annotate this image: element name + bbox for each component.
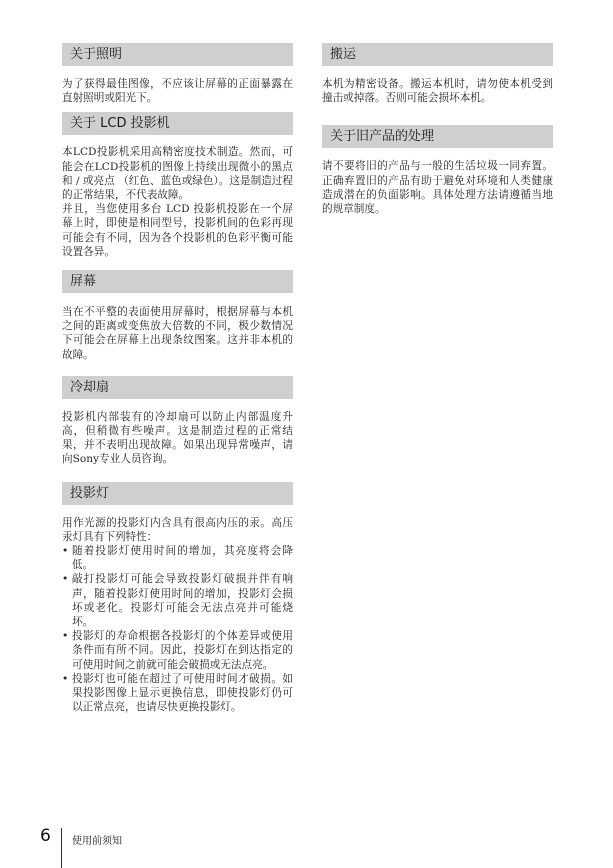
- disposal-heading: 关于旧产品的处理: [322, 125, 553, 148]
- lcd-heading: 关于 LCD 投影机: [62, 112, 293, 135]
- list-item: [62, 672, 293, 715]
- list-item-text: 投影灯的寿命根据各投影灯的个体差异或使用条件而有所不同。因此，投影灯在到达指定的可使用时间之前就可能会破损或无法点亮。: [72, 630, 293, 671]
- transport-heading: 搬运: [322, 43, 553, 66]
- lamp-bullet-list: [62, 544, 293, 714]
- page-number: 6: [40, 826, 51, 846]
- transport-text: 本机为精密设备。搬运本机时，请勿使本机受到撞击或掉落。否则可能会损坏本机。: [322, 78, 553, 105]
- right-column: [322, 43, 553, 216]
- fan-heading: 冷却扇: [62, 376, 293, 399]
- screen-text: 当在不平整的表面使用屏幕时，根据屏幕与本机之间的距离或变焦放大倍数的不同，极少数情况下可能会在屏幕上出现条纹图案。这并非本机的故障。: [62, 306, 293, 361]
- bullet-icon: •: [62, 545, 69, 558]
- lcd-text-2: 并且，当您使用多台 LCD 投影机投影在一个屏幕上时，即使是相同型号，投影机间的色彩再现可能会有不同，因为各个投影机的色彩平衡可能设置各异。: [62, 203, 293, 258]
- lighting-heading: 关于照明: [62, 43, 293, 66]
- footer-divider: [61, 828, 62, 868]
- disposal-text: 请不要将旧的产品与一般的生活垃圾一同弃置。正确弃置旧的产品有助于避免对环境和人类健康造成潜在的负面影响。具体处理方法请遵循当地的规章制度。: [322, 160, 553, 216]
- bullet-icon: •: [62, 630, 69, 643]
- fan-text: 投影机内部装有的冷却扇可以防止内部温度升高，但稍微有些噪声。这是制造过程的正常结果，并不表明出现故障。如果出现异常噪声，请向Sony专业人员咨询。: [62, 410, 293, 466]
- screen-heading: 屏幕: [62, 270, 293, 293]
- list-item: [62, 629, 293, 672]
- list-item-text: 投影灯也可能在超过了可使用时间才破损。如果投影图像上显示更换信息，即使投影灯仍可以正常点亮，也请尽快更换投影灯。: [72, 672, 293, 714]
- bullet-icon: •: [62, 573, 69, 586]
- list-item: [62, 544, 293, 572]
- bullet-icon: •: [62, 672, 69, 685]
- list-item: [62, 572, 293, 629]
- lighting-text: 为了获得最佳图像，不应该让屏幕的正面暴露在直射照明或阳光下。: [62, 78, 293, 105]
- list-item-text: 随着投影灯使用时间的增加，其亮度将会降低。: [72, 545, 293, 572]
- lcd-text-1: 本LCD投影机采用高精密度技术制造。然而，可能会在LCD投影机的图像上持续出现微小的黑点和 / 或亮点 （红色、蓝色或绿色）。这是制造过程的正常结果，不代表故障。: [62, 146, 293, 202]
- left-column: [62, 43, 293, 715]
- footer-section-label: 使用前须知: [72, 836, 122, 847]
- lamp-heading: 投影灯: [62, 482, 293, 505]
- lamp-intro: 用作光源的投影灯内含具有很高内压的汞。高压汞灯具有下列特性：: [62, 516, 293, 543]
- list-item-text: 敲打投影灯可能会导致投影灯破损并伴有响声，随着投影灯使用时间的增加，投影灯会损坏或老化。投影灯可能会无法点亮并可能烧坏。: [72, 573, 293, 629]
